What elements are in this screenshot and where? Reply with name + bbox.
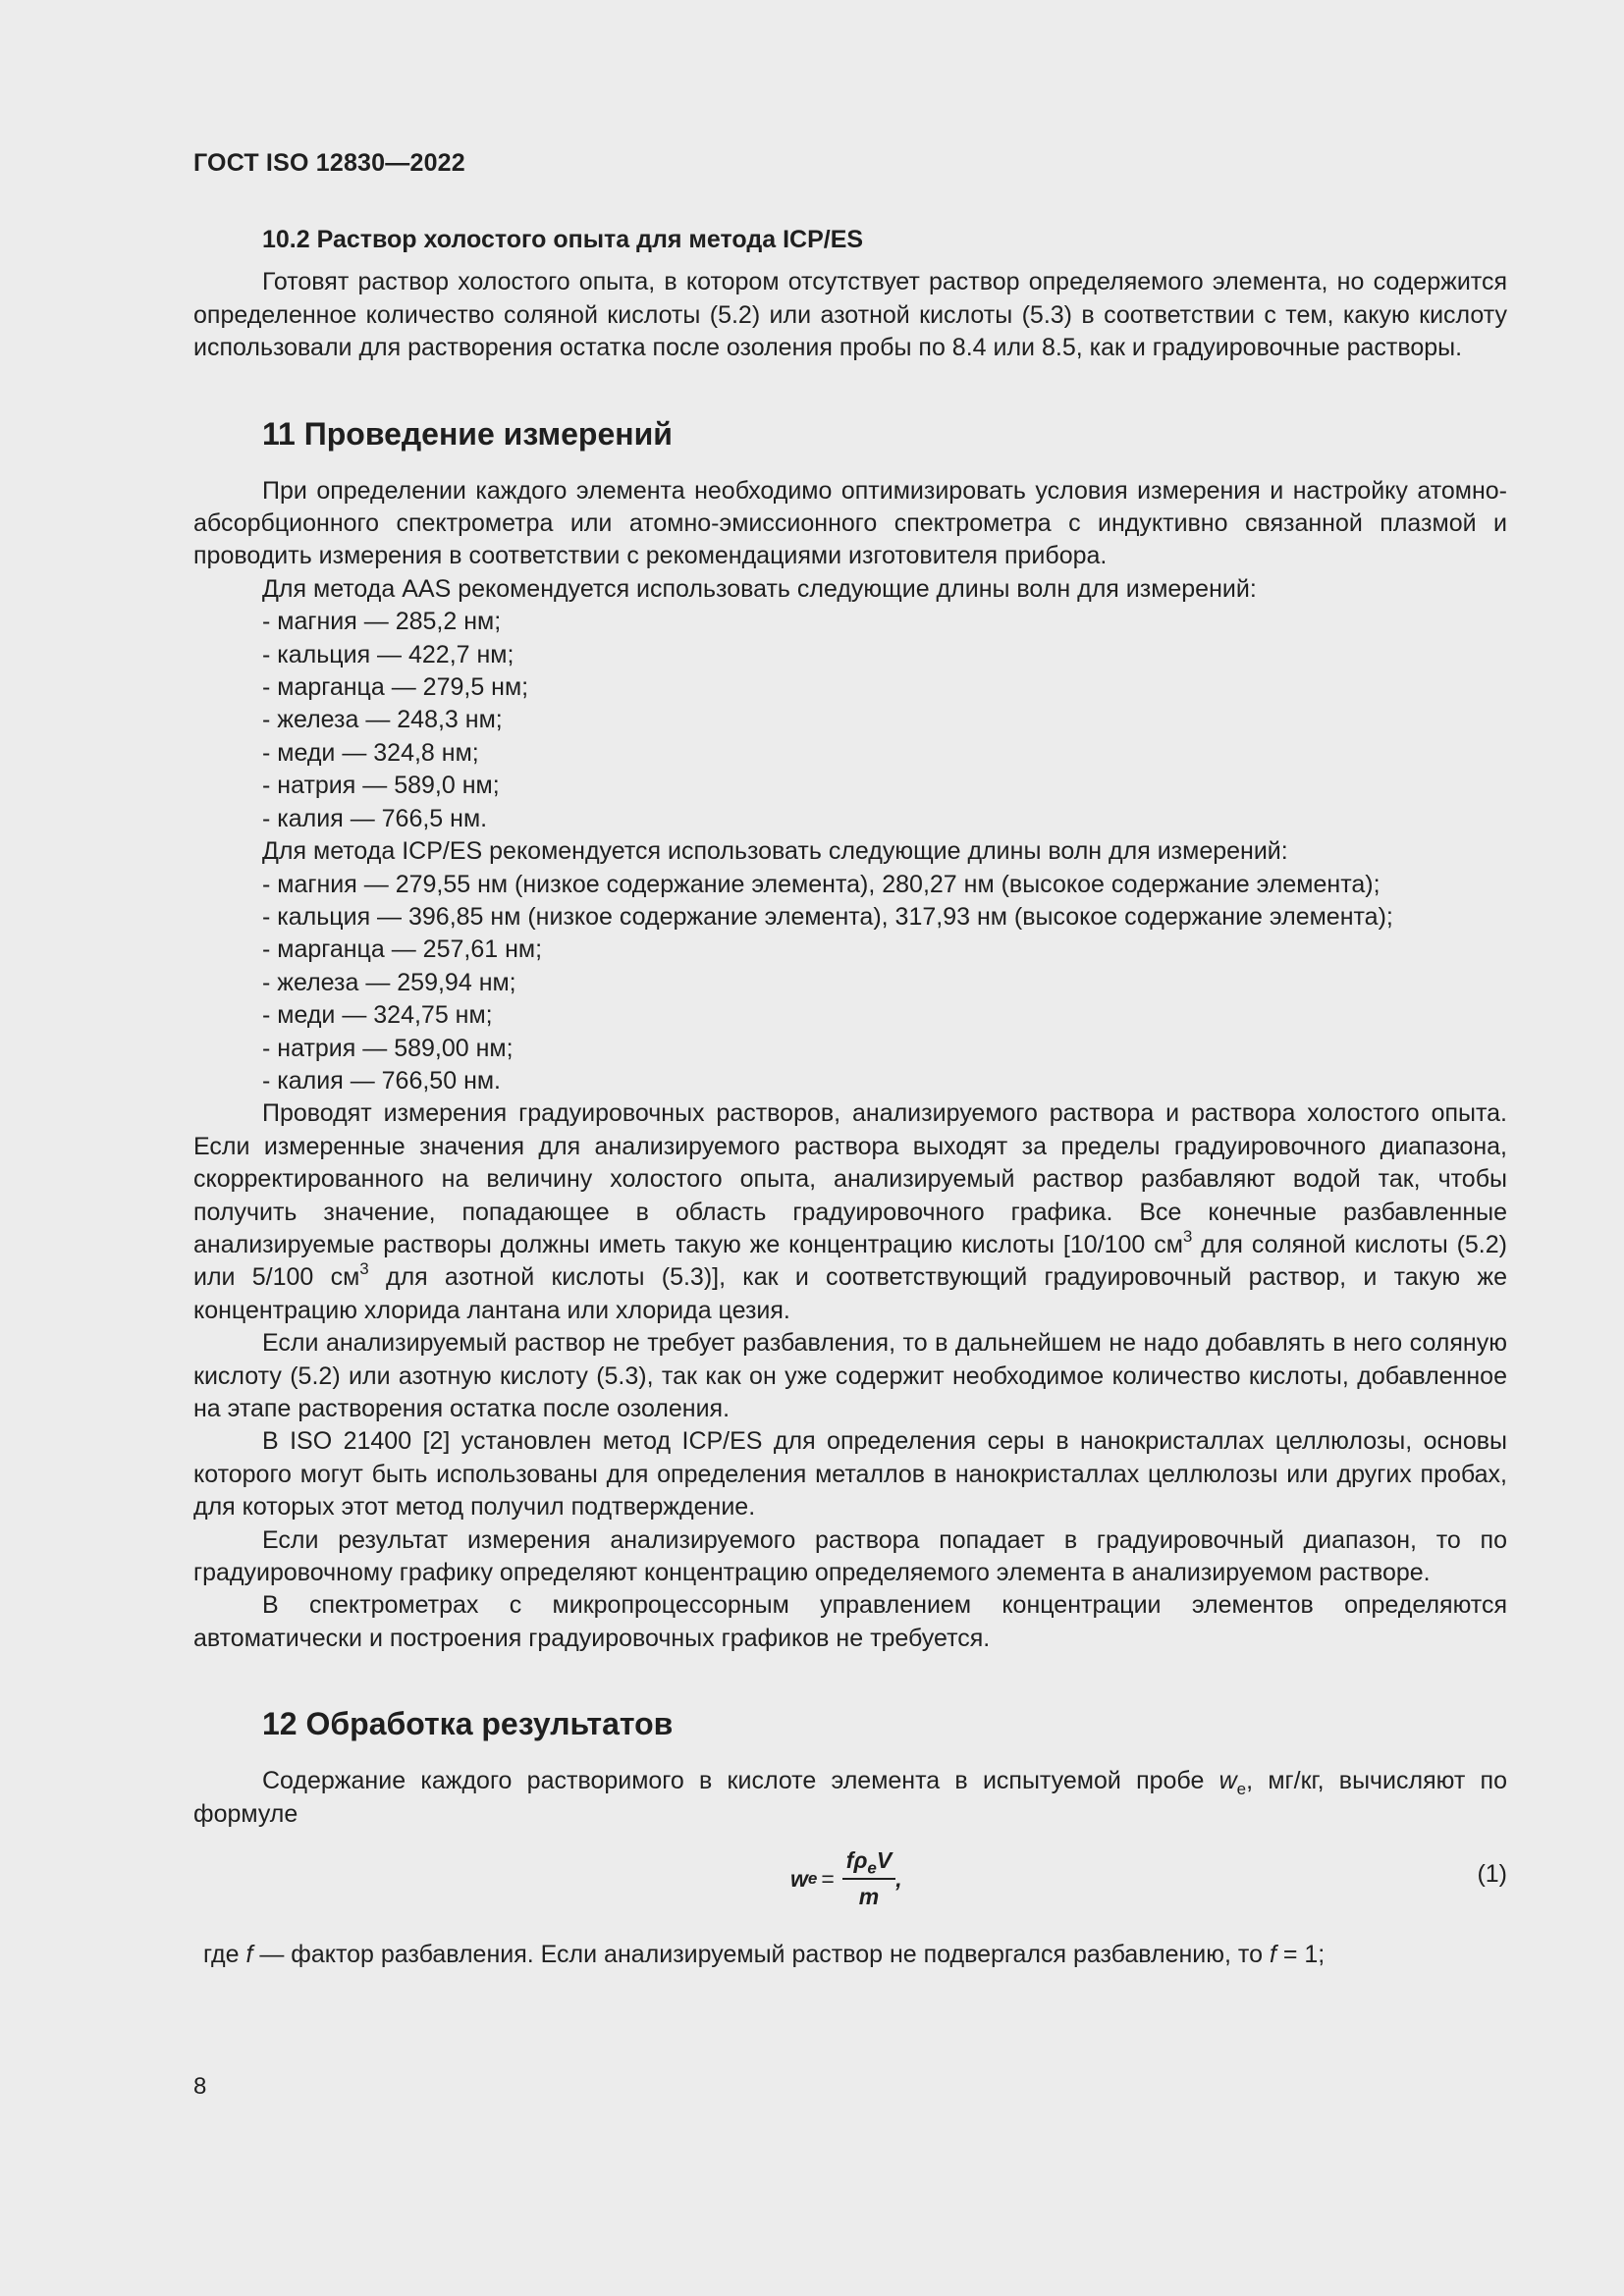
formula-numerator xyxy=(842,1844,895,1880)
text-span: Проводят измерения градуировочных растворов, анализируемого раствора и раствора холостого опыта. Если измеренные значения для анализируемого раствора выходят за пределы градуировочного диапазона, скорректированного на величину холостого опыта, анализируемый раствор разбавляют водой так, чтобы получить значение, попадающее в область градуировочного графика. Все конечные разбавленные анализируемые растворы должны иметь такую же концентрацию кислоты [10/100 см xyxy=(193,1099,1507,1258)
list-item: - кальция — 422,7 нм; xyxy=(262,639,1507,671)
list-item: - калия — 766,50 нм. xyxy=(262,1065,1507,1097)
superscript: 3 xyxy=(359,1259,369,1279)
aas-lead: Для метода AAS рекомендуется использовать следующие длины волн для измерений: xyxy=(262,574,1257,603)
section-10-2-title: 10.2 Раствор холостого опыта для метода ICP/ES xyxy=(262,226,864,253)
text-span: где xyxy=(203,1941,246,1969)
section-10-2-paragraph: Готовят раствор холостого опыта, в котором отсутствует раствор определяемого элемента, но содержится определенное количество соляной кислоты (5.2) или азотной кислоты (5.3) в соответствии с тем, какую кислоту использовали для растворения остатка после озоления пробы по 8.4 или 8.5, как и градуировочные растворы. xyxy=(193,268,1507,362)
superscript: 3 xyxy=(1182,1226,1193,1246)
text-span: для азотной кислоты (5.3)], как и соответствующий градуировочный раствор, и такую же концентрацию хлорида лантана или хлорида цезия. xyxy=(193,1263,1507,1324)
formula-fraction xyxy=(842,1844,895,1914)
text-span: , мг/кг, вычисляют по формуле xyxy=(193,1767,1507,1828)
list-item: - натрия — 589,00 нм; xyxy=(262,1033,1507,1065)
aas-wavelength-list xyxy=(262,606,1507,835)
document-code-header: ГОСТ ISO 12830—2022 xyxy=(193,149,465,177)
subscript: e xyxy=(867,1858,877,1878)
list-item: - меди — 324,8 нм; xyxy=(262,737,1507,770)
variable: f xyxy=(245,1941,253,1969)
formula-denominator: m xyxy=(858,1884,880,1910)
list-item: - железа — 259,94 нм; xyxy=(262,967,1507,999)
variable: w xyxy=(1218,1767,1237,1795)
iso-reference-paragraph: В ISO 21400 [2] установлен метод ICP/ES для определения серы в нанокристаллах целлюлозы, основы которого могут быть использованы для определения металлов в нанокристаллах целлюлозы или других пробах, для которых этот метод получил подтверждение. xyxy=(193,1427,1507,1522)
list-item: - железа — 248,3 нм; xyxy=(262,704,1507,736)
formula-number: (1) xyxy=(1477,1860,1507,1889)
text-span: Содержание каждого растворимого в кислоте элемента в испытуемой пробе xyxy=(262,1767,1219,1795)
list-item: - натрия — 589,0 нм; xyxy=(262,770,1507,802)
measurement-paragraph xyxy=(193,1097,1507,1327)
text-span: V xyxy=(876,1847,893,1874)
list-item: - калия — 766,5 нм. xyxy=(262,803,1507,835)
where-paragraph xyxy=(193,1939,1507,1971)
text-span: — фактор разбавления. Если анализируемый раствор не подвергался разбавлению, то xyxy=(252,1941,1270,1969)
no-dilution-paragraph: Если анализируемый раствор не требует разбавления, то в дальнейшем не надо добавлять в него соляную кислоту (5.2) или азотную кислоту (5.3), так как он уже содержит необходимое количество кислоты, добавленное на этапе растворения остатка после озоления. xyxy=(193,1329,1507,1422)
icp-wavelength-list xyxy=(262,869,1507,1098)
formula-equals: = xyxy=(821,1865,835,1892)
page-number: 8 xyxy=(193,2073,207,2100)
section-12-paragraph xyxy=(193,1765,1507,1831)
section-11-title: 11 Проведение измерений xyxy=(262,415,673,452)
subscript: e xyxy=(1236,1780,1247,1799)
text-span: для соляной кислоты (5.2) или 5/100 см xyxy=(193,1230,1507,1292)
formula-1: w e = $\frac{f\rho_eV}{m}$ , xyxy=(790,1844,902,1914)
list-item: - магния — 279,55 нм (низкое содержание элемента), 280,27 нм (высокое содержание элемента); xyxy=(262,869,1507,901)
range-paragraph: Если результат измерения анализируемого раствора попадает в градуировочный диапазон, то по градуировочному графику определяют концентрацию определяемого элемента в анализируемом растворе. xyxy=(193,1525,1507,1587)
section-11-intro: При определении каждого элемента необходимо оптимизировать условия измерения и настройку атомно-абсорбционного спектрометра или атомно-эмиссионного спектрометра с индуктивно связанной плазмой и проводить измерения в соответствии с рекомендациями изготовителя прибора. xyxy=(193,476,1507,570)
list-item: - магния — 285,2 нм; xyxy=(262,606,1507,638)
list-item: - кальция — 396,85 нм (низкое содержание элемента), 317,93 нм (высокое содержание элемента); xyxy=(262,901,1507,934)
list-item: - меди — 324,75 нм; xyxy=(262,999,1507,1032)
text-span: = 1; xyxy=(1275,1941,1326,1969)
formula-lhs: w xyxy=(790,1865,808,1892)
auto-spectrometer-paragraph: В спектрометрах с микропроцессорным управлением концентрации элементов определяются автоматически и построения градуировочных графиков не требуется. xyxy=(193,1591,1507,1652)
list-item: - марганца — 279,5 нм; xyxy=(262,671,1507,704)
text-span: fρ xyxy=(845,1847,868,1874)
formula-row xyxy=(193,1844,1507,1911)
list-item: - марганца — 257,61 нм; xyxy=(262,934,1507,966)
page-body xyxy=(193,224,1507,1971)
formula-comma: , xyxy=(895,1865,902,1892)
section-12-title: 12 Обработка результатов xyxy=(262,1706,674,1742)
icp-lead: Для метода ICP/ES рекомендуется использовать следующие длины волн для измерений: xyxy=(262,837,1288,866)
variable: f xyxy=(1269,1941,1276,1969)
